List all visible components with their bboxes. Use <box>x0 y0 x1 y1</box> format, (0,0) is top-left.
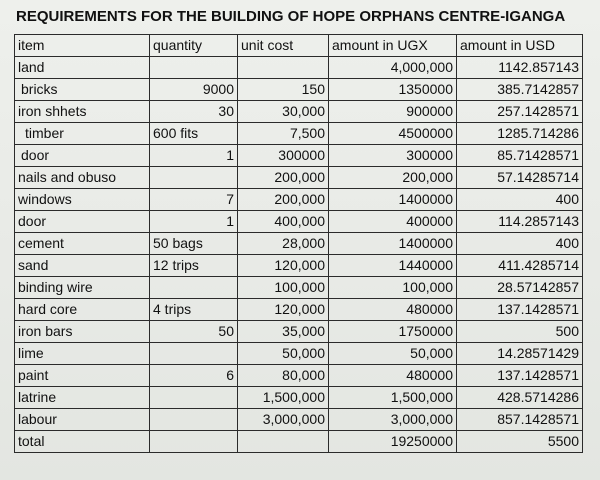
table-row <box>15 255 583 277</box>
cell-unit-cost <box>238 57 329 79</box>
cell-unit-cost: 200,000 <box>238 189 329 211</box>
cell-item: labour <box>15 409 150 431</box>
cell-quantity: 50 bags <box>150 233 238 255</box>
cell-item: timber <box>15 123 150 145</box>
cell-amount-usd: 5500 <box>457 431 583 453</box>
cell-amount-usd: 500 <box>457 321 583 343</box>
cell-quantity: 50 <box>150 321 238 343</box>
table-row <box>15 167 583 189</box>
cell-amount-ugx: 1350000 <box>329 79 457 101</box>
cell-quantity <box>150 409 238 431</box>
cell-item: hard core <box>15 299 150 321</box>
cell-amount-ugx: 200,000 <box>329 167 457 189</box>
cell-amount-usd: 14.28571429 <box>457 343 583 365</box>
cell-amount-ugx: 900000 <box>329 101 457 123</box>
cell-quantity: 30 <box>150 101 238 123</box>
cell-unit-cost: 150 <box>238 79 329 101</box>
cell-item: windows <box>15 189 150 211</box>
header-item: item <box>15 35 150 57</box>
cell-amount-ugx: 400000 <box>329 211 457 233</box>
cell-quantity: 1 <box>150 211 238 233</box>
cell-item: iron shhets <box>15 101 150 123</box>
cell-amount-ugx: 4,000,000 <box>329 57 457 79</box>
cell-item: cement <box>15 233 150 255</box>
cell-amount-usd: 1285.714286 <box>457 123 583 145</box>
table-row <box>15 365 583 387</box>
cell-amount-ugx: 1400000 <box>329 189 457 211</box>
cell-amount-usd: 85.71428571 <box>457 145 583 167</box>
cell-unit-cost: 300000 <box>238 145 329 167</box>
table-row <box>15 57 583 79</box>
cell-amount-usd: 114.2857143 <box>457 211 583 233</box>
cell-item: lime <box>15 343 150 365</box>
cell-item: latrine <box>15 387 150 409</box>
cell-amount-ugx: 1750000 <box>329 321 457 343</box>
cell-quantity: 6 <box>150 365 238 387</box>
cell-quantity: 1 <box>150 145 238 167</box>
cell-amount-usd: 137.1428571 <box>457 365 583 387</box>
header-amount-ugx: amount in UGX <box>329 35 457 57</box>
table-row <box>15 211 583 233</box>
table-row <box>15 387 583 409</box>
cell-unit-cost: 1,500,000 <box>238 387 329 409</box>
cell-item: land <box>15 57 150 79</box>
cell-quantity: 12 trips <box>150 255 238 277</box>
cell-amount-ugx: 480000 <box>329 365 457 387</box>
table-row <box>15 79 583 101</box>
cell-quantity: 600 fits <box>150 123 238 145</box>
cell-amount-usd: 137.1428571 <box>457 299 583 321</box>
cell-amount-ugx: 19250000 <box>329 431 457 453</box>
cell-unit-cost: 120,000 <box>238 255 329 277</box>
header-amount-usd: amount in USD <box>457 35 583 57</box>
cell-unit-cost: 120,000 <box>238 299 329 321</box>
table-row <box>15 189 583 211</box>
cell-unit-cost: 3,000,000 <box>238 409 329 431</box>
cell-unit-cost: 7,500 <box>238 123 329 145</box>
cell-amount-usd: 411.4285714 <box>457 255 583 277</box>
cell-unit-cost: 400,000 <box>238 211 329 233</box>
cell-quantity: 7 <box>150 189 238 211</box>
cell-quantity <box>150 167 238 189</box>
cell-amount-ugx: 1,500,000 <box>329 387 457 409</box>
cell-amount-usd: 400 <box>457 189 583 211</box>
cell-amount-usd: 385.7142857 <box>457 79 583 101</box>
cell-item: binding wire <box>15 277 150 299</box>
cell-quantity: 9000 <box>150 79 238 101</box>
table-row <box>15 343 583 365</box>
header-quantity: quantity <box>150 35 238 57</box>
table-row <box>15 233 583 255</box>
cell-item: paint <box>15 365 150 387</box>
cell-amount-usd: 1142.857143 <box>457 57 583 79</box>
cell-item: sand <box>15 255 150 277</box>
cell-unit-cost: 30,000 <box>238 101 329 123</box>
document-title: REQUIREMENTS FOR THE BUILDING OF HOPE ORPHANS CENTRE-IGANGA <box>16 8 566 25</box>
cell-item: total <box>15 431 150 453</box>
cell-unit-cost: 35,000 <box>238 321 329 343</box>
cell-amount-ugx: 1400000 <box>329 233 457 255</box>
cell-unit-cost: 28,000 <box>238 233 329 255</box>
table-row <box>15 299 583 321</box>
cell-quantity <box>150 343 238 365</box>
cell-unit-cost: 50,000 <box>238 343 329 365</box>
cell-quantity <box>150 387 238 409</box>
table-row <box>15 321 583 343</box>
cell-amount-ugx: 480000 <box>329 299 457 321</box>
header-unit-cost: unit cost <box>238 35 329 57</box>
cell-item: nails and obuso <box>15 167 150 189</box>
cell-quantity <box>150 57 238 79</box>
table-body <box>15 57 583 453</box>
cell-amount-ugx: 1440000 <box>329 255 457 277</box>
cell-amount-usd: 400 <box>457 233 583 255</box>
table-row <box>15 101 583 123</box>
cell-quantity <box>150 277 238 299</box>
requirements-table <box>14 34 583 453</box>
cell-amount-ugx: 3,000,000 <box>329 409 457 431</box>
cell-unit-cost: 100,000 <box>238 277 329 299</box>
cell-amount-ugx: 50,000 <box>329 343 457 365</box>
cell-amount-usd: 257.1428571 <box>457 101 583 123</box>
cell-amount-usd: 857.1428571 <box>457 409 583 431</box>
cell-unit-cost <box>238 431 329 453</box>
cell-amount-ugx: 100,000 <box>329 277 457 299</box>
cell-amount-ugx: 300000 <box>329 145 457 167</box>
cell-quantity <box>150 431 238 453</box>
cell-amount-usd: 428.5714286 <box>457 387 583 409</box>
table-row <box>15 277 583 299</box>
cell-amount-usd: 28.57142857 <box>457 277 583 299</box>
cell-item: door <box>15 211 150 233</box>
cell-item: iron bars <box>15 321 150 343</box>
table-row <box>15 431 583 453</box>
cell-item: door <box>15 145 150 167</box>
cell-amount-ugx: 4500000 <box>329 123 457 145</box>
cell-unit-cost: 200,000 <box>238 167 329 189</box>
table-header-row <box>15 35 583 57</box>
cell-item: bricks <box>15 79 150 101</box>
cell-amount-usd: 57.14285714 <box>457 167 583 189</box>
cell-quantity: 4 trips <box>150 299 238 321</box>
table-row <box>15 145 583 167</box>
cell-unit-cost: 80,000 <box>238 365 329 387</box>
table-row <box>15 409 583 431</box>
table-row <box>15 123 583 145</box>
